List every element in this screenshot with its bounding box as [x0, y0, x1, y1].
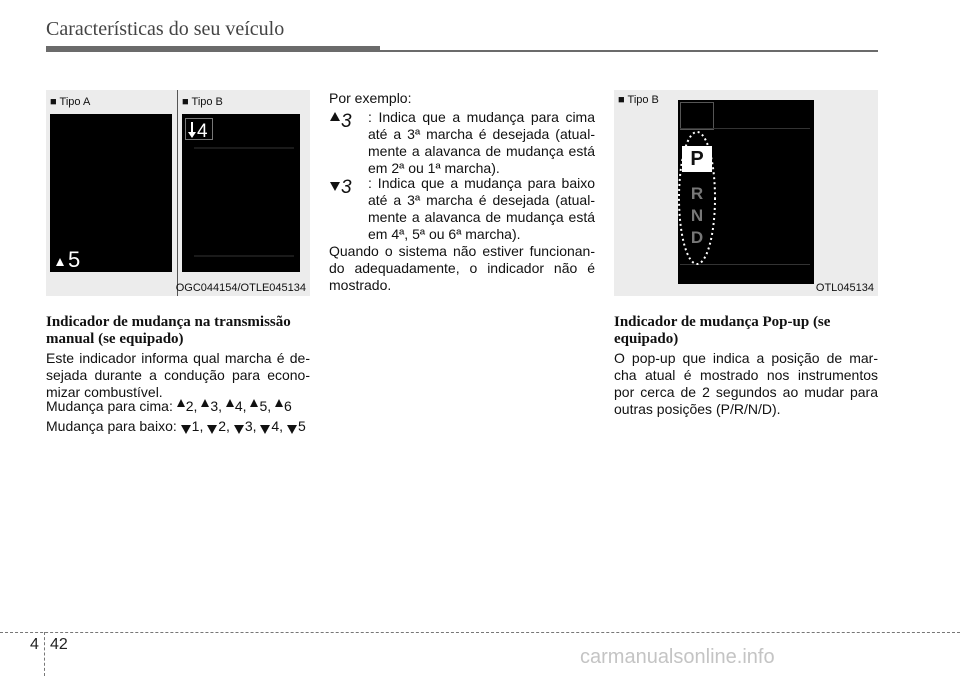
down-gear-2: 2,: [218, 418, 230, 434]
figure-label-tipo-b: ■ Tipo B: [618, 94, 659, 106]
figure-label-tipo-a: ■ Tipo A: [50, 96, 91, 108]
down-arrow-icon: [188, 132, 196, 138]
figure-label-tipo-b: ■ Tipo B: [182, 96, 223, 108]
example-intro: Por exemplo:: [329, 90, 412, 106]
display-tipo-a: [50, 114, 172, 272]
figure-popup-indicator: [614, 90, 878, 296]
popup-indicator-heading: Indicador de mudança Pop-up (se equipado): [614, 314, 831, 347]
header-bar: [46, 46, 380, 52]
footer-divider: [44, 632, 45, 676]
down-gear-5: 5: [297, 418, 306, 434]
up-arrow-icon: [177, 399, 185, 407]
shift-down-3-icon: [329, 174, 365, 198]
example-up-text: : Indica que a mudança para cima até a 3ª marcha é desejada (atual-mente a alavanca de mudança está em 2ª ou 1ª marcha).: [368, 109, 595, 176]
example-closing: Quando o sistema não estiver funcionan-do adequadamente, o indicador não é mostrado.: [329, 243, 595, 293]
gear-d: D: [690, 228, 704, 247]
up-arrow-icon: [56, 258, 64, 266]
shift-down-line: [46, 418, 310, 435]
up-gear-4: 4,: [234, 398, 247, 414]
up-arrow-icon: [329, 108, 365, 132]
gear-p: P: [690, 148, 704, 170]
gear-n: N: [690, 206, 704, 225]
up-gear-5: 5,: [259, 398, 272, 414]
shift-up-line: [46, 398, 310, 415]
up-icon-number: 3: [341, 111, 352, 132]
page-header-title: Características do seu veículo: [46, 18, 285, 40]
gear-b-number: 4: [197, 121, 208, 142]
display-tipo-b: [182, 114, 300, 272]
footer-rule: [0, 632, 960, 633]
down-arrow-icon: [329, 174, 365, 198]
down-arrow-icon: [260, 425, 270, 434]
down-arrow-icon: [207, 425, 217, 434]
up-arrow-icon: [250, 399, 258, 407]
figure-caption: OGC044154/OTLE045134: [175, 282, 306, 294]
shift-up-label: Mudança para cima:: [46, 398, 173, 414]
down-arrow-icon: [181, 425, 191, 434]
gear-up-5-display: [50, 114, 172, 272]
up-gear-3: 3,: [210, 398, 222, 414]
up-arrow-icon: [275, 399, 283, 407]
down-arrow-icon: [287, 425, 297, 434]
gear-a-number: 5: [68, 247, 81, 272]
example-down-text: : Indica que a mudança para baixo até a 3ª marcha é desejada (atual-mente a alavanca de mudança está em 4ª, 5ª ou 6ª marcha).: [368, 175, 595, 242]
chapter-number: 4: [30, 636, 39, 653]
down-gear-4: 4,: [271, 418, 284, 434]
manual-shift-paragraph: Este indicador informa qual marcha é de-sejada durante a condução para econo-mizar combustível.: [46, 350, 310, 400]
shift-down-label: Mudança para baixo:: [46, 418, 177, 434]
popup-indicator-paragraph: O pop-up que indica a posição de mar-cha atual é mostrado nos instrumentos por cerca de 2 segundos ao mudar para outras posições (P/R/N/D).: [614, 350, 878, 417]
watermark: carmanualsonline.info: [580, 646, 775, 668]
up-arrow-icon: [226, 399, 234, 407]
down-gear-1: 1,: [191, 418, 204, 434]
down-gear-3: 3,: [244, 418, 257, 434]
up-gear-6: 6: [284, 398, 292, 414]
gear-down-4-display: [182, 114, 300, 272]
figure-divider: [177, 90, 178, 296]
manual-shift-heading: Indicador de mudança na transmissão manual (se equipado): [46, 314, 291, 347]
figure-gear-indicator: [46, 90, 310, 296]
up-arrow-icon: [201, 399, 209, 407]
figure-caption: OTL045134: [815, 282, 874, 294]
down-icon-number: 3: [341, 177, 352, 198]
header-rule: [380, 50, 878, 52]
cluster-display: [678, 100, 814, 284]
up-gear-2: 2,: [185, 398, 198, 414]
down-arrow-icon: [234, 425, 244, 434]
shift-up-3-icon: [329, 108, 365, 132]
gear-r: R: [690, 184, 704, 203]
page-number: 42: [50, 636, 68, 653]
